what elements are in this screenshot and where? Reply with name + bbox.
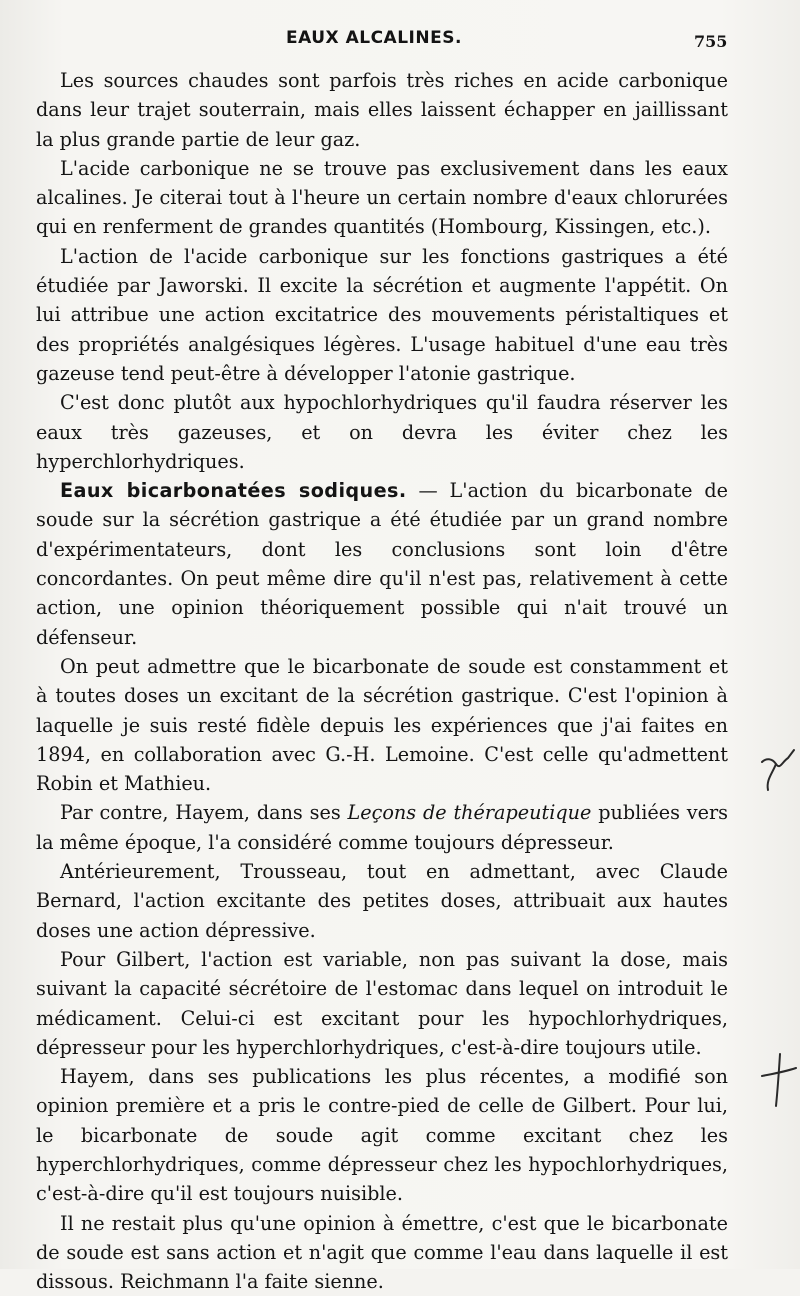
handwritten-cross-mark-icon bbox=[760, 1050, 800, 1110]
paragraph-7 bbox=[36, 798, 728, 857]
paragraph-6: On peut admettre que le bicarbonate de soude est constamment et à toutes doses un excitant de la sécrétion gastrique. C'est l'opinion à laquelle je suis resté fidèle depuis les expériences que j'ai faites en 1894, en collaboration avec G.-H. Lemoine. C'est celle qu'admettent Robin et Mathieu. bbox=[36, 654, 728, 796]
paragraph-10: Hayem, dans ses publications les plus récentes, a modifié son opinion première et a pris le contre-pied de celle de Gilbert. Pour lui, le bicarbonate de soude agit comme excitant chez les hyperchlorhydriques, comme dépresseur chez les hypochlorhydriques, c'est-à-dire qu'il est toujours nuisible. bbox=[36, 1065, 728, 1206]
body-text bbox=[36, 66, 728, 1296]
handwritten-pencil-mark-icon bbox=[758, 740, 798, 800]
paragraph-5-text: — L'action du bicarbonate de soude sur la sécrétion gastrique a été étudiée par un grand nombre d'expérimentateurs, dont les conclusions sont loin d'être concordantes. On peut même dire qu'il n'est pas, relativement à cette action, une opinion théoriquement possible qui n'ait trouvé un défenseur. bbox=[36, 479, 728, 649]
book-title: Leçons de thérapeutique bbox=[347, 801, 592, 825]
paragraph-9: Pour Gilbert, l'action est variable, non pas suivant la dose, mais suivant la capacité sécrétoire de l'estomac dans lequel on introduit le médicament. Celui-ci est excitant pour les hypochlorhydriques, dépresseur pour les hyperchlorhydriques, c'est-à-dire toujours utile. bbox=[36, 947, 728, 1059]
paragraph-7-text-b: publiées vers la même époque, l'a considéré comme toujours dépresseur. bbox=[36, 801, 729, 854]
page-number: 755 bbox=[694, 32, 728, 51]
paragraph-7-text-a: Par contre, Hayem, dans ses bbox=[60, 801, 348, 825]
paragraph-4: C'est donc plutôt aux hypochlorhydriques qu'il faudra réserver les eaux très gazeuses, et on devra les éviter chez les hyperchlorhydriques. bbox=[36, 391, 728, 473]
paragraph-8: Antérieurement, Trousseau, tout en admettant, avec Claude Bernard, l'action excitante des petites doses, attribuait aux hautes doses une action dépressive. bbox=[36, 860, 728, 942]
section-heading: Eaux bicarbonatées sodiques. bbox=[60, 479, 407, 503]
running-head: EAUX ALCALINES. bbox=[286, 28, 462, 48]
page-header bbox=[0, 26, 800, 56]
paragraph-2: L'acide carbonique ne se trouve pas exclusivement dans les eaux alcalines. Je citerai tout à l'heure un certain nombre d'eaux chlorurées qui en renferment de grandes quantités (Hombourg, Kissingen, etc.). bbox=[36, 156, 728, 239]
paragraph-11: Il ne restait plus qu'une opinion à émettre, c'est que le bicarbonate de soude est sans action et n'agit que comme l'eau dans laquelle il est dissous. Reichmann l'a faite sienne. bbox=[36, 1211, 728, 1294]
paragraph-3: L'action de l'acide carbonique sur les fonctions gastriques a été étudiée par Jaworski. Il excite la sécrétion et augmente l'appétit. On lui attribue une action excitatrice des mouvements péristaltiques et des propriétés analgésiques légères. L'usage habituel d'une eau très gazeuse tend peut-être à développer l'atonie gastrique. bbox=[36, 244, 728, 385]
paragraph-5 bbox=[36, 476, 728, 652]
paragraph-1: Les sources chaudes sont parfois très riches en acide carbonique dans leur trajet souterrain, mais elles laissent échapper en jaillissant la plus grande partie de leur gaz. bbox=[36, 69, 728, 151]
